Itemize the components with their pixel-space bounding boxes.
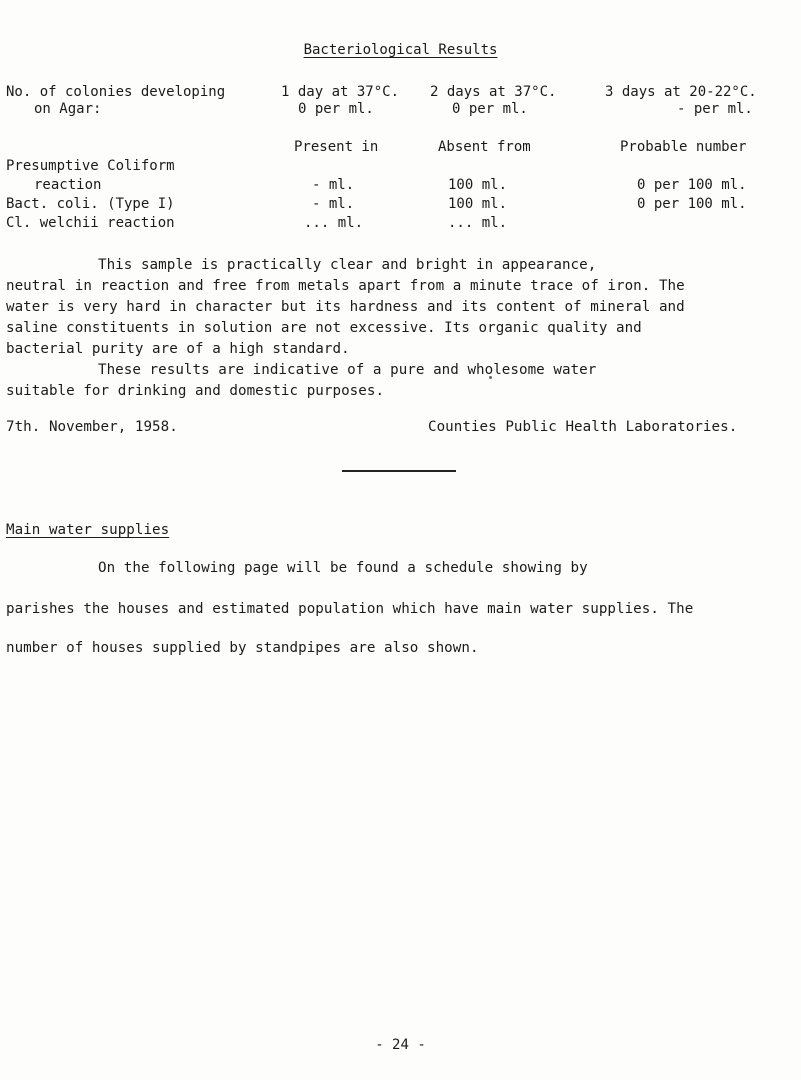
colonies-col1-heading: 1 day at 37°C. (281, 84, 400, 100)
colonies-label-line1: No. of colonies developing (6, 84, 226, 100)
test-row-present: - ml. (312, 177, 355, 193)
colonies-col1-value: 0 per ml. (298, 101, 374, 117)
page-number: - 24 - (375, 1037, 426, 1053)
test-row-label: reaction (34, 177, 102, 193)
summary-line: water is very hard in character but its hardness and its content of mineral and (6, 299, 685, 315)
section-line: On the following page will be found a schedule showing by (98, 560, 588, 576)
colonies-col3-heading: 3 days at 20-22°C. (605, 84, 757, 100)
test-row-absent: 100 ml. (448, 177, 508, 193)
report-date: 7th. November, 1958. (6, 419, 178, 435)
test-row-present: - ml. (312, 196, 355, 212)
summary-line: This sample is practically clear and bright in appearance, (98, 257, 597, 273)
summary-line: neutral in reaction and free from metals apart from a minute trace of iron. The (6, 278, 685, 294)
colonies-col3-value: - per ml. (677, 101, 753, 117)
summary-line: bacterial purity are of a high standard. (6, 341, 350, 357)
section-heading: Main water supplies (6, 522, 170, 538)
test-row-label: Bact. coli. (Type I) (6, 196, 175, 212)
section-line: number of houses supplied by standpipes are also shown. (6, 640, 479, 656)
colonies-label-line2: on Agar: (34, 101, 102, 117)
page-title: Bacteriological Results (303, 42, 498, 58)
test-row-probable: 0 per 100 ml. (637, 196, 747, 212)
colonies-col2-heading: 2 days at 37°C. (430, 84, 557, 100)
test-row-label: Cl. welchii reaction (6, 215, 175, 231)
tests-heading-present: Present in (294, 139, 379, 155)
conclusion-line: These results are indicative of a pure and wholesome water (98, 362, 597, 378)
tests-heading-absent: Absent from (438, 139, 531, 155)
laboratory-name: Counties Public Health Laboratories. (428, 419, 738, 435)
colonies-col2-value: 0 per ml. (452, 101, 528, 117)
test-row-absent: 100 ml. (448, 196, 508, 212)
test-row-absent: ... ml. (448, 215, 508, 231)
summary-line: saline constituents in solution are not excessive. Its organic quality and (6, 320, 642, 336)
conclusion-line: suitable for drinking and domestic purposes. (6, 383, 385, 399)
section-divider (342, 470, 456, 472)
test-row-present: ... ml. (304, 215, 364, 231)
test-row-probable: 0 per 100 ml. (637, 177, 747, 193)
tests-heading-probable: Probable number (620, 139, 747, 155)
test-row-label: Presumptive Coliform (6, 158, 175, 174)
section-line: parishes the houses and estimated population which have main water supplies. The (6, 601, 694, 617)
